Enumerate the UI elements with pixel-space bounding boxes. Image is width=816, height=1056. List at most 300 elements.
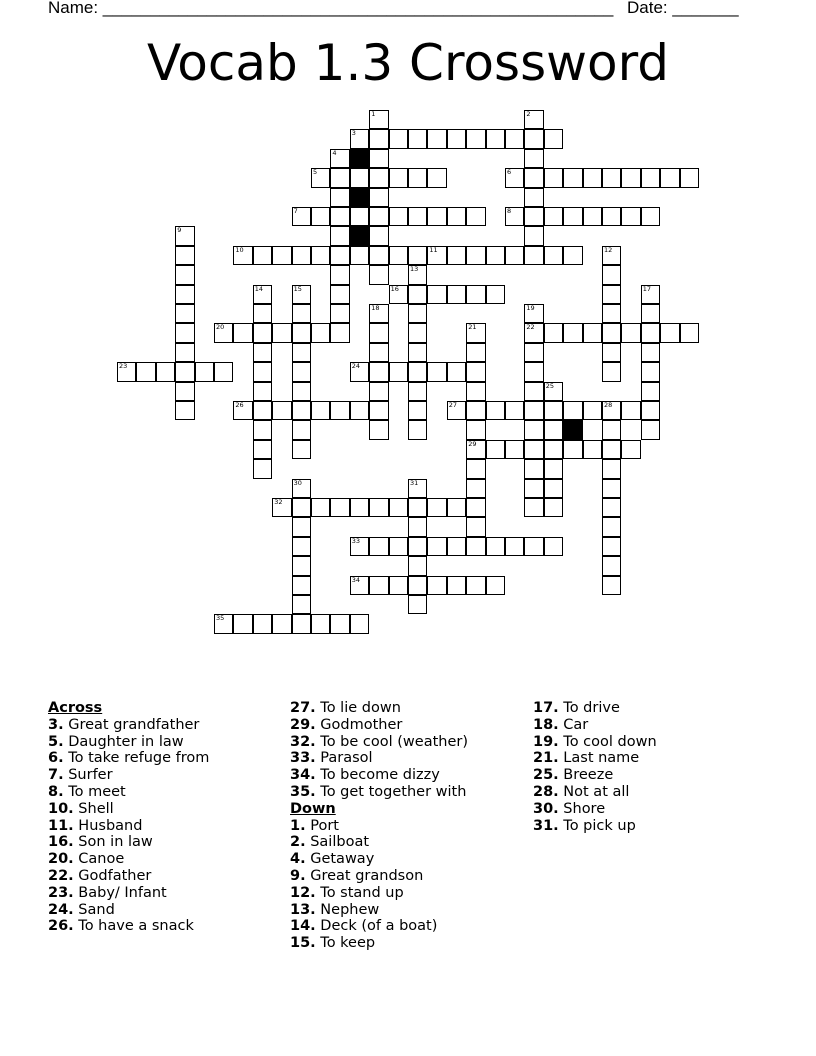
crossword-cell[interactable]	[253, 285, 272, 304]
crossword-cell[interactable]	[524, 246, 543, 265]
crossword-cell[interactable]	[292, 595, 311, 614]
clue-column-across	[48, 700, 209, 935]
crossword-cell[interactable]	[486, 576, 505, 595]
crossword-cell[interactable]	[524, 401, 543, 420]
crossword-cell[interactable]	[350, 498, 369, 517]
crossword-cell[interactable]	[505, 168, 524, 187]
crossword-cell[interactable]	[447, 576, 466, 595]
crossword-cell[interactable]	[427, 246, 446, 265]
crossword-cell[interactable]	[680, 168, 699, 187]
clue-text: Breeze	[558, 767, 614, 784]
crossword-cell[interactable]	[175, 362, 194, 381]
crossword-cell[interactable]	[447, 537, 466, 556]
crossword-cell[interactable]	[505, 537, 524, 556]
crossword-cell[interactable]	[350, 246, 369, 265]
crossword-cell[interactable]	[292, 246, 311, 265]
crossword-cell[interactable]	[369, 265, 388, 284]
crossword-cell[interactable]	[350, 362, 369, 381]
crossword-cell[interactable]	[486, 537, 505, 556]
crossword-cell[interactable]	[544, 246, 563, 265]
crossword-cell[interactable]	[272, 401, 291, 420]
crossword-cell[interactable]	[292, 362, 311, 381]
clue-number: 20.	[48, 851, 74, 868]
crossword-cell[interactable]	[408, 323, 427, 342]
clue-item	[290, 868, 468, 885]
crossword-cell[interactable]	[524, 149, 543, 168]
crossword-cell[interactable]	[369, 420, 388, 439]
crossword-cell[interactable]	[447, 129, 466, 148]
crossword-cell[interactable]	[602, 304, 621, 323]
clue-item	[48, 885, 209, 902]
clue-number: 24.	[48, 901, 74, 918]
clue-number-label: 3	[351, 129, 356, 138]
crossword-cell[interactable]	[408, 207, 427, 226]
crossword-cell[interactable]	[583, 401, 602, 420]
crossword-cell[interactable]	[175, 265, 194, 284]
crossword-cell[interactable]	[369, 110, 388, 129]
crossword-cell[interactable]	[292, 517, 311, 536]
crossword-cell[interactable]	[156, 362, 175, 381]
crossword-cell[interactable]	[466, 576, 485, 595]
crossword-cell[interactable]	[524, 420, 543, 439]
crossword-cell[interactable]	[602, 498, 621, 517]
crossword-cell[interactable]	[427, 537, 446, 556]
crossword-cell[interactable]	[253, 323, 272, 342]
clue-number: 22.	[48, 867, 74, 884]
crossword-cell[interactable]	[583, 207, 602, 226]
crossword-cell[interactable]	[505, 401, 524, 420]
crossword-cell[interactable]	[621, 207, 640, 226]
crossword-cell[interactable]	[369, 129, 388, 148]
crossword-cell[interactable]	[408, 246, 427, 265]
crossword-cell[interactable]	[466, 246, 485, 265]
crossword-cell[interactable]	[175, 226, 194, 245]
crossword-cell[interactable]	[292, 498, 311, 517]
crossword-cell[interactable]	[641, 420, 660, 439]
crossword-cell[interactable]	[408, 517, 427, 536]
crossword-cell[interactable]	[408, 343, 427, 362]
crossword-cell[interactable]	[524, 168, 543, 187]
crossword-cell[interactable]	[369, 576, 388, 595]
crossword-cell[interactable]	[233, 323, 252, 342]
crossword-cell[interactable]	[408, 576, 427, 595]
crossword-cell[interactable]	[292, 576, 311, 595]
crossword-cell[interactable]	[369, 382, 388, 401]
crossword-cell[interactable]	[486, 129, 505, 148]
crossword-cell[interactable]	[427, 362, 446, 381]
crossword-cell[interactable]	[602, 265, 621, 284]
crossword-cell[interactable]	[408, 129, 427, 148]
crossword-cell[interactable]	[369, 343, 388, 362]
clue-number-label: 17	[642, 284, 652, 293]
crossword-cell[interactable]	[544, 323, 563, 342]
crossword-cell[interactable]	[505, 129, 524, 148]
clue-number-label: 5	[313, 168, 318, 177]
crossword-cell[interactable]	[175, 246, 194, 265]
crossword-cell[interactable]	[466, 401, 485, 420]
crossword-cell[interactable]	[524, 110, 543, 129]
crossword-cell[interactable]	[272, 323, 291, 342]
crossword-cell[interactable]	[175, 323, 194, 342]
crossword-cell[interactable]	[408, 595, 427, 614]
crossword-cell[interactable]	[408, 498, 427, 517]
crossword-cell[interactable]	[408, 556, 427, 575]
crossword-cell[interactable]	[524, 188, 543, 207]
crossword-cell[interactable]	[350, 537, 369, 556]
crossword-cell[interactable]	[524, 459, 543, 478]
crossword-cell[interactable]	[408, 362, 427, 381]
crossword-cell[interactable]	[524, 129, 543, 148]
crossword-cell[interactable]	[253, 304, 272, 323]
crossword-cell[interactable]	[389, 537, 408, 556]
crossword-cell[interactable]	[602, 556, 621, 575]
crossword-cell[interactable]	[621, 323, 640, 342]
crossword-cell[interactable]	[544, 440, 563, 459]
crossword-cell[interactable]	[641, 343, 660, 362]
crossword-cell[interactable]	[466, 459, 485, 478]
crossword-cell[interactable]	[369, 401, 388, 420]
crossword-cell[interactable]	[330, 285, 349, 304]
crossword-cell[interactable]	[447, 285, 466, 304]
crossword-cell[interactable]	[563, 323, 582, 342]
clue-item	[290, 767, 468, 784]
crossword-cell[interactable]	[292, 382, 311, 401]
clue-number-label: 19	[526, 304, 535, 312]
crossword-cell[interactable]	[466, 420, 485, 439]
clue-number: 32.	[290, 733, 316, 750]
crossword-cell[interactable]	[544, 420, 563, 439]
crossword-cell[interactable]	[408, 479, 427, 498]
crossword-cell[interactable]	[233, 246, 252, 265]
crossword-cell[interactable]	[602, 576, 621, 595]
crossword-cell[interactable]	[175, 304, 194, 323]
crossword-cell[interactable]	[408, 401, 427, 420]
crossword-cell[interactable]	[369, 498, 388, 517]
crossword-cell[interactable]	[602, 440, 621, 459]
crossword-cell[interactable]	[524, 382, 543, 401]
crossword-cell[interactable]	[253, 246, 272, 265]
crossword-cell[interactable]	[602, 537, 621, 556]
clue-text: Port	[305, 817, 339, 834]
crossword-cell[interactable]	[330, 207, 349, 226]
crossword-cell[interactable]	[408, 304, 427, 323]
crossword-cell[interactable]	[641, 362, 660, 381]
crossword-cell[interactable]	[524, 207, 543, 226]
crossword-cell[interactable]	[680, 323, 699, 342]
crossword-cell[interactable]	[311, 614, 330, 633]
crossword-cell[interactable]	[350, 168, 369, 187]
crossword-cell[interactable]	[544, 168, 563, 187]
crossword-cell[interactable]	[292, 537, 311, 556]
crossword-cell[interactable]	[292, 556, 311, 575]
crossword-cell[interactable]	[524, 537, 543, 556]
crossword-cell[interactable]	[330, 188, 349, 207]
crossword-cell[interactable]	[641, 382, 660, 401]
crossword-cell[interactable]	[292, 323, 311, 342]
crossword-cell[interactable]	[350, 207, 369, 226]
crossword-cell[interactable]	[505, 246, 524, 265]
crossword-cell[interactable]	[466, 207, 485, 226]
crossword-cell[interactable]	[486, 285, 505, 304]
crossword-cell[interactable]	[544, 459, 563, 478]
crossword-cell[interactable]	[486, 401, 505, 420]
crossword-cell[interactable]	[602, 207, 621, 226]
crossword-cell[interactable]	[292, 440, 311, 459]
crossword-cell[interactable]	[311, 323, 330, 342]
crossword-cell[interactable]	[389, 285, 408, 304]
crossword-cell[interactable]	[544, 207, 563, 226]
crossword-cell[interactable]	[466, 498, 485, 517]
crossword-cell[interactable]	[466, 382, 485, 401]
crossword-cell[interactable]	[369, 226, 388, 245]
crossword-cell[interactable]	[330, 614, 349, 633]
crossword-cell[interactable]	[602, 285, 621, 304]
crossword-cell[interactable]	[369, 362, 388, 381]
crossword-cell[interactable]	[195, 362, 214, 381]
crossword-cell[interactable]	[272, 498, 291, 517]
crossword-cell[interactable]	[233, 401, 252, 420]
clue-number-label: 34	[351, 575, 361, 584]
crossword-cell[interactable]	[311, 401, 330, 420]
crossword-cell[interactable]	[447, 362, 466, 381]
crossword-cell[interactable]	[524, 323, 543, 342]
clue-number: 14.	[290, 918, 316, 935]
clue-number: 19.	[533, 733, 559, 750]
crossword-cell[interactable]	[292, 304, 311, 323]
crossword-cell[interactable]	[369, 323, 388, 342]
crossword-cell[interactable]	[330, 265, 349, 284]
crossword-cell[interactable]	[214, 614, 233, 633]
crossword-cell[interactable]	[544, 401, 563, 420]
crossword-cell[interactable]	[505, 440, 524, 459]
crossword-cell[interactable]	[350, 576, 369, 595]
crossword-cell[interactable]	[524, 362, 543, 381]
crossword-cell[interactable]	[214, 362, 233, 381]
clue-item	[48, 784, 209, 801]
clue-text: Surfer	[63, 767, 113, 784]
crossword-cell[interactable]	[505, 207, 524, 226]
crossword-cell[interactable]	[447, 246, 466, 265]
crossword-cell[interactable]	[408, 265, 427, 284]
crossword-cell[interactable]	[330, 304, 349, 323]
crossword-cell[interactable]	[427, 207, 446, 226]
crossword-cell[interactable]	[369, 537, 388, 556]
crossword-cell[interactable]	[369, 168, 388, 187]
clue-text: To keep	[315, 935, 376, 952]
crossword-cell[interactable]	[311, 246, 330, 265]
crossword-cell[interactable]	[466, 517, 485, 536]
crossword-cell[interactable]	[602, 168, 621, 187]
crossword-cell[interactable]	[389, 576, 408, 595]
crossword-cell[interactable]	[602, 323, 621, 342]
crossword-cell[interactable]	[350, 129, 369, 148]
crossword-cell[interactable]	[583, 168, 602, 187]
crossword-cell[interactable]	[117, 362, 136, 381]
crossword-cell[interactable]	[330, 323, 349, 342]
crossword-cell[interactable]	[330, 401, 349, 420]
crossword-cell[interactable]	[427, 129, 446, 148]
crossword-cell[interactable]	[602, 517, 621, 536]
crossword-cell[interactable]	[214, 323, 233, 342]
crossword-cell[interactable]	[292, 285, 311, 304]
crossword-cell[interactable]	[292, 479, 311, 498]
clue-number: 21.	[533, 750, 559, 767]
crossword-cell[interactable]	[311, 498, 330, 517]
crossword-cell[interactable]	[272, 614, 291, 633]
crossword-cell[interactable]	[253, 401, 272, 420]
crossword-cell[interactable]	[544, 382, 563, 401]
crossword-cell[interactable]	[641, 285, 660, 304]
crossword-cell[interactable]	[408, 168, 427, 187]
crossword-cell[interactable]	[660, 323, 679, 342]
crossword-cell[interactable]	[175, 382, 194, 401]
crossword-cell[interactable]	[389, 498, 408, 517]
crossword-cell[interactable]	[563, 401, 582, 420]
crossword-cell[interactable]	[621, 168, 640, 187]
crossword-cell[interactable]	[602, 420, 621, 439]
crossword-cell[interactable]	[408, 420, 427, 439]
crossword-cell[interactable]	[466, 440, 485, 459]
crossword-cell[interactable]	[641, 207, 660, 226]
crossword-cell[interactable]	[330, 246, 349, 265]
clue-text: Deck (of a boat)	[315, 918, 438, 935]
crossword-cell[interactable]	[408, 382, 427, 401]
clue-item	[533, 750, 657, 767]
crossword-cell[interactable]	[602, 362, 621, 381]
clue-text: Getaway	[305, 851, 375, 868]
crossword-cell[interactable]	[466, 323, 485, 342]
crossword-cell[interactable]	[466, 285, 485, 304]
crossword-cell[interactable]	[369, 246, 388, 265]
crossword-cell[interactable]	[621, 440, 640, 459]
clue-item	[533, 700, 657, 717]
crossword-cell[interactable]	[292, 207, 311, 226]
crossword-cell[interactable]	[136, 362, 155, 381]
crossword-cell[interactable]	[369, 188, 388, 207]
crossword-cell[interactable]	[427, 498, 446, 517]
crossword-cell[interactable]	[389, 207, 408, 226]
crossword-cell[interactable]	[253, 614, 272, 633]
crossword-cell[interactable]	[233, 614, 252, 633]
crossword-cell[interactable]	[175, 401, 194, 420]
crossword-cell[interactable]	[524, 498, 543, 517]
crossword-cell[interactable]	[602, 246, 621, 265]
crossword-cell[interactable]	[311, 168, 330, 187]
crossword-cell[interactable]	[602, 401, 621, 420]
crossword-cell[interactable]	[389, 129, 408, 148]
crossword-cell[interactable]	[641, 323, 660, 342]
crossword-cell[interactable]	[544, 537, 563, 556]
crossword-cell[interactable]	[583, 440, 602, 459]
crossword-cell[interactable]	[602, 343, 621, 362]
crossword-cell[interactable]	[408, 285, 427, 304]
crossword-cell[interactable]	[253, 459, 272, 478]
crossword-cell[interactable]	[253, 440, 272, 459]
clue-number-label: 32	[274, 498, 283, 506]
crossword-cell[interactable]	[544, 129, 563, 148]
crossword-cell[interactable]	[253, 382, 272, 401]
crossword-cell[interactable]	[350, 614, 369, 633]
crossword-cell[interactable]	[602, 459, 621, 478]
crossword-cell[interactable]	[369, 304, 388, 323]
crossword-cell[interactable]	[641, 168, 660, 187]
crossword-cell[interactable]	[466, 537, 485, 556]
crossword-cell[interactable]	[292, 614, 311, 633]
crossword-cell[interactable]	[350, 401, 369, 420]
crossword-cell[interactable]	[447, 498, 466, 517]
crossword-cell[interactable]	[544, 479, 563, 498]
crossword-cell[interactable]	[253, 362, 272, 381]
crossword-cell[interactable]	[253, 420, 272, 439]
crossword-cell[interactable]	[660, 168, 679, 187]
crossword-cell[interactable]	[563, 207, 582, 226]
crossword-cell[interactable]	[524, 304, 543, 323]
crossword-cell[interactable]	[330, 168, 349, 187]
crossword-cell[interactable]	[389, 246, 408, 265]
crossword-cell[interactable]	[466, 343, 485, 362]
crossword-cell[interactable]	[563, 168, 582, 187]
crossword-cell[interactable]	[641, 401, 660, 420]
crossword-cell[interactable]	[175, 343, 194, 362]
crossword-cell[interactable]	[427, 576, 446, 595]
crossword-cell[interactable]	[447, 207, 466, 226]
crossword-cell[interactable]	[311, 207, 330, 226]
clue-text: To get together with	[315, 783, 467, 800]
crossword-cell[interactable]	[621, 401, 640, 420]
crossword-cell[interactable]	[292, 343, 311, 362]
crossword-cell[interactable]	[330, 149, 349, 168]
crossword-cell[interactable]	[272, 246, 291, 265]
crossword-cell[interactable]	[447, 401, 466, 420]
crossword-cell[interactable]	[389, 168, 408, 187]
crossword-cell[interactable]	[486, 440, 505, 459]
crossword-cell[interactable]	[524, 479, 543, 498]
crossword-cell[interactable]	[389, 362, 408, 381]
crossword-cell[interactable]	[427, 168, 446, 187]
crossword-cell[interactable]	[563, 440, 582, 459]
crossword-cell[interactable]	[330, 498, 349, 517]
crossword-cell[interactable]	[408, 537, 427, 556]
clue-text: Baby/ Infant	[73, 884, 167, 901]
clue-number-label: 33	[351, 536, 361, 545]
crossword-cell[interactable]	[369, 149, 388, 168]
crossword-cell[interactable]	[544, 498, 563, 517]
crossword-cell[interactable]	[253, 343, 272, 362]
crossword-cell[interactable]	[524, 440, 543, 459]
clue-number: 27.	[290, 700, 316, 716]
crossword-cell[interactable]	[175, 285, 194, 304]
crossword-cell[interactable]	[466, 362, 485, 381]
crossword-cell[interactable]	[641, 304, 660, 323]
clue-item	[290, 918, 468, 935]
clue-item	[48, 902, 209, 919]
clue-item	[48, 801, 209, 818]
crossword-cell[interactable]	[330, 226, 349, 245]
crossword-cell[interactable]	[563, 246, 582, 265]
crossword-cell[interactable]	[524, 343, 543, 362]
crossword-cell[interactable]	[583, 323, 602, 342]
crossword-cell[interactable]	[486, 246, 505, 265]
crossword-cell[interactable]	[369, 207, 388, 226]
crossword-cell[interactable]	[524, 226, 543, 245]
crossword-cell[interactable]	[427, 285, 446, 304]
crossword-cell[interactable]	[602, 479, 621, 498]
crossword-cell[interactable]	[292, 420, 311, 439]
clue-text: Canoe	[73, 851, 125, 868]
crossword-cell[interactable]	[466, 479, 485, 498]
crossword-cell[interactable]	[292, 401, 311, 420]
crossword-cell[interactable]	[466, 129, 485, 148]
